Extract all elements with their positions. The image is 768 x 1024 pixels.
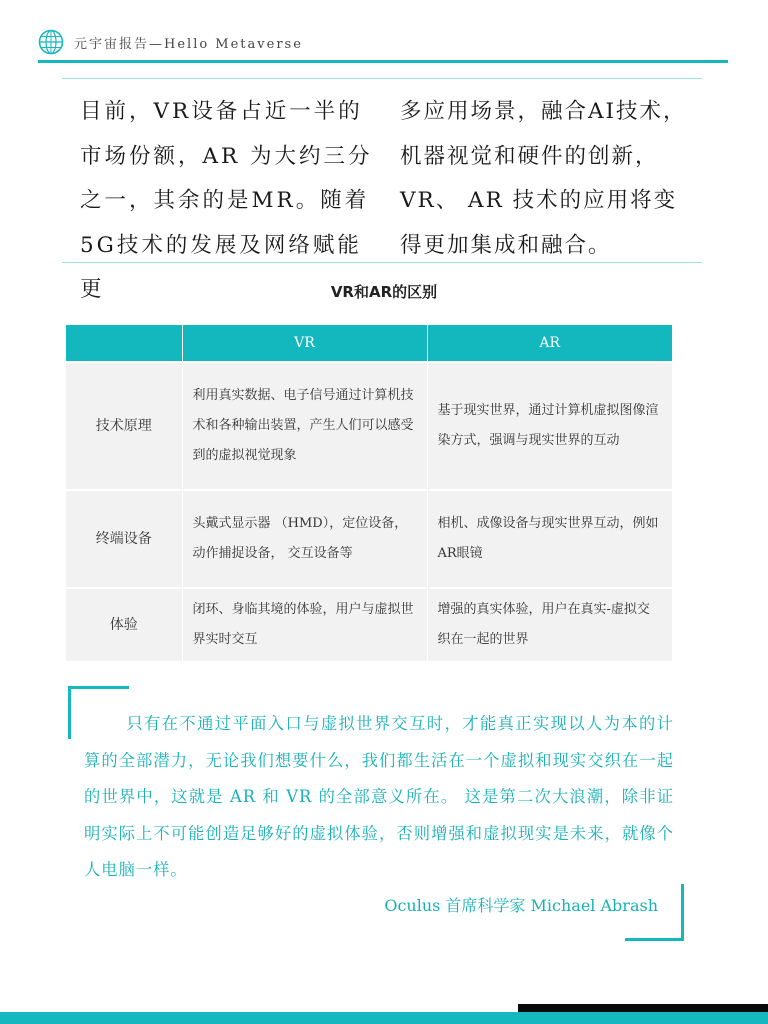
row-label: 体验 [66,588,182,661]
comparison-table [66,325,672,661]
ar-cell: 相机、成像设备与现实世界互动，例如AR眼镜 [427,490,672,588]
quote-author: Oculus 首席科学家 Michael Abrash [384,896,658,915]
quote-text: 只有在不通过平面入口与虚拟世界交互时，才能真正实现以人为本的计算的全部潜力，无论我们想要什么，我们都生活在一个虚拟和现实交织在一起的世界中，这就是 AR 和 VR 的全部意义所在。 这是第二次大浪潮，除非证明实际上不可能创造足够好的虚拟体验，否则增强和虚拟现实是未来，就像个人电脑一样。 [84,714,674,879]
table-row [66,362,672,490]
vr-cell: 闭环、身临其境的体验，用户与虚拟世界实时交互 [182,588,427,661]
ar-cell: 基于现实世界，通过计算机虚拟图像渲染方式，强调与现实世界的互动 [427,362,672,490]
intro-top-rule [62,78,702,79]
table-header-row [66,325,672,362]
ar-cell: 增强的真实体验，用户在真实-虚拟交织在一起的世界 [427,588,672,661]
header-divider [38,60,728,63]
footer-teal-bar [0,1012,768,1024]
globe-icon [38,29,64,55]
table-header-empty [66,325,182,362]
table-header-ar: AR [427,325,672,362]
page-header [38,28,303,56]
header-title: 元宇宙报告—Hello Metaverse [74,36,303,52]
vr-cell: 利用真实数据、电子信号通过计算机技术和各种输出装置，产生人们可以感受到的虚拟视觉现象 [182,362,427,490]
quote-bracket-bottom-right [625,884,684,941]
row-label: 技术原理 [66,362,182,490]
table-title: VR和AR的区别 [330,283,438,301]
intro-right-column: 多应用场景，融合AI技术，机器视觉和硬件的创新，VR、 AR 技术的应用将变得更加集成和融合。 [400,99,687,258]
footer-black-bar [518,1004,768,1012]
table-row [66,490,672,588]
vr-cell: 头戴式显示器 （HMD），定位设备， 动作捕捉设备， 交互设备等 [182,490,427,588]
table-row [66,588,672,661]
intro-bottom-rule [62,262,702,263]
table-header-vr: VR [182,325,427,362]
intro-left-column: 目前，VR设备占近一半的市场份额，AR 为大约三分之一，其余的是MR。随着5G技术的发展及网络赋能更 [80,99,373,302]
row-label: 终端设备 [66,490,182,588]
